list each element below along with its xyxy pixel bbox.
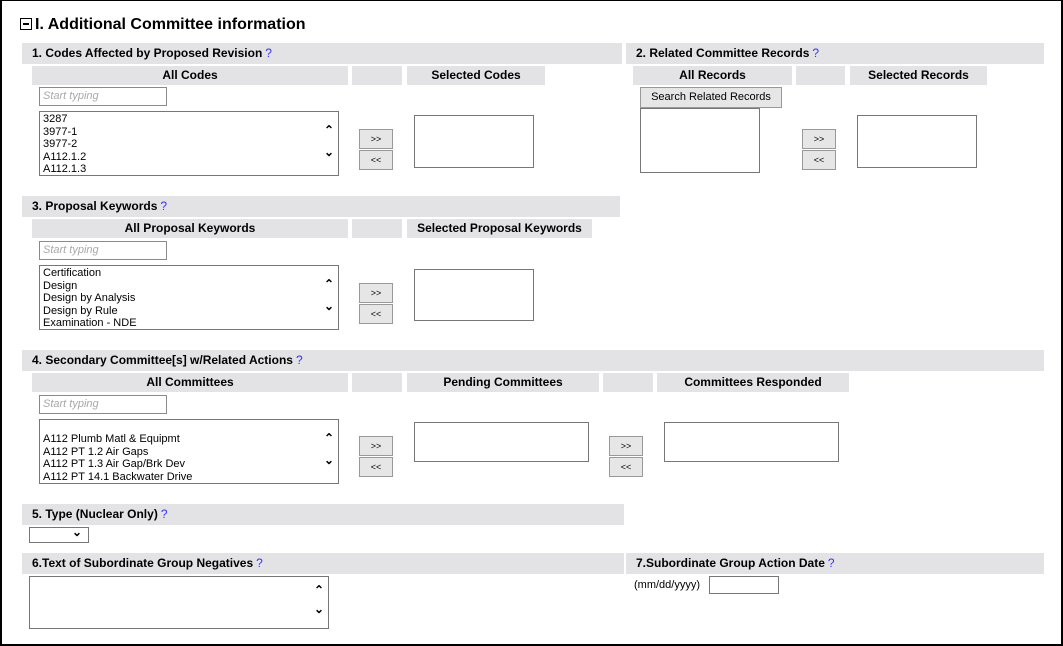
help-link[interactable]: ? — [160, 199, 168, 213]
chevron-down-icon: ⌄ — [71, 525, 82, 539]
help-link[interactable]: ? — [812, 46, 820, 60]
committees-section-header — [22, 350, 1044, 371]
all-committees-list[interactable] — [39, 419, 339, 484]
scroll-up-icon[interactable]: ⌃ — [323, 123, 334, 137]
remove-record-button[interactable]: << — [802, 150, 836, 170]
list-item[interactable]: A112.1.2 — [43, 150, 87, 163]
collapse-icon[interactable] — [20, 18, 32, 30]
all-records-header: All Records — [633, 66, 792, 85]
keywords-search-input[interactable]: Start typing — [39, 241, 167, 260]
list-item[interactable]: Design by Rule — [43, 304, 118, 317]
list-item[interactable]: A112.1.3 — [43, 163, 87, 175]
pending-committees-list[interactable] — [414, 422, 589, 462]
add-code-button[interactable]: >> — [359, 129, 393, 149]
add-responded-button[interactable]: >> — [609, 436, 643, 456]
committees-search-input[interactable]: Start typing — [39, 395, 167, 414]
list-item[interactable]: A112 Plumb Matl & Equipmt — [43, 433, 180, 445]
selected-keywords-list[interactable] — [414, 269, 534, 321]
add-keyword-button[interactable]: >> — [359, 283, 393, 303]
help-link[interactable]: ? — [827, 556, 835, 570]
section-title: 4. Secondary Committee[s] w/Related Actions — [32, 353, 293, 367]
spacer-header — [796, 66, 845, 85]
scroll-down-icon[interactable]: ⌄ — [323, 453, 334, 467]
scroll-up-icon[interactable]: ⌃ — [313, 583, 324, 597]
date-format-label: (mm/dd/yyyy) — [634, 579, 700, 591]
add-committee-button[interactable]: >> — [359, 436, 393, 456]
scroll-up-icon[interactable]: ⌃ — [323, 431, 334, 445]
all-keywords-list[interactable] — [39, 265, 339, 330]
selected-records-list[interactable] — [857, 115, 977, 168]
all-keywords-header: All Proposal Keywords — [32, 219, 348, 238]
list-item[interactable]: Design by Analysis — [43, 292, 136, 304]
list-item[interactable]: Examination - NDE — [43, 317, 137, 329]
list-item[interactable]: 3287 — [43, 113, 68, 125]
scroll-down-icon[interactable]: ⌄ — [323, 299, 334, 313]
type-section-header — [22, 504, 624, 525]
all-committees-header: All Committees — [32, 373, 348, 392]
add-record-button[interactable]: >> — [802, 129, 836, 149]
remove-responded-button[interactable]: << — [609, 457, 643, 477]
all-codes-header: All Codes — [32, 66, 348, 85]
list-item[interactable]: 3977-2 — [43, 138, 78, 150]
records-section-header — [626, 43, 1044, 64]
committees-responded-header: Committees Responded — [657, 373, 849, 392]
negatives-section-header — [22, 553, 624, 574]
list-item[interactable]: 3977-1 — [43, 125, 78, 138]
codes-search-input[interactable]: Start typing — [39, 87, 167, 106]
selected-codes-list[interactable] — [414, 115, 534, 168]
scroll-down-icon[interactable]: ⌄ — [313, 602, 324, 616]
help-link[interactable]: ? — [295, 353, 303, 367]
remove-committee-button[interactable]: << — [359, 457, 393, 477]
committees-responded-list[interactable] — [664, 422, 839, 462]
help-link[interactable]: ? — [265, 46, 272, 60]
section-title: 1. Codes Affected by Proposed Revision — [32, 46, 263, 60]
help-link[interactable]: ? — [160, 507, 168, 521]
spacer-header — [352, 219, 402, 238]
action-date-section-header — [626, 553, 1044, 574]
all-codes-list[interactable] — [39, 111, 339, 176]
keywords-section-header — [22, 196, 620, 217]
list-item[interactable]: A112 PT 1.2 Air Gaps — [43, 445, 149, 458]
remove-code-button[interactable]: << — [359, 150, 393, 170]
section-title: 7.Subordinate Group Action Date — [636, 556, 825, 570]
spacer-header — [352, 373, 402, 392]
type-select[interactable] — [29, 527, 89, 543]
selected-codes-header: Selected Codes — [407, 66, 545, 85]
list-item[interactable]: Design — [43, 279, 78, 292]
search-related-records-button[interactable]: Search Related Records — [640, 87, 782, 108]
pending-committees-header: Pending Committees — [407, 373, 599, 392]
scroll-down-icon[interactable]: ⌄ — [323, 145, 334, 159]
selected-keywords-header: Selected Proposal Keywords — [407, 219, 592, 238]
section-title: 6.Text of Subordinate Group Negatives — [32, 556, 254, 570]
list-item[interactable]: A112 PT 1.3 Air Gap/Brk Dev — [43, 458, 186, 470]
scroll-up-icon[interactable]: ⌃ — [323, 277, 334, 291]
selected-records-header: Selected Records — [850, 66, 987, 85]
page-title: I. Additional Committee information — [35, 16, 306, 33]
help-link[interactable]: ? — [256, 556, 263, 570]
spacer-header — [603, 373, 653, 392]
section-title: 2. Related Committee Records — [636, 46, 810, 60]
list-item[interactable]: A112 PT 14.1 Backwater Drive — [43, 470, 193, 483]
action-date-input[interactable] — [709, 576, 779, 594]
section-title: 3. Proposal Keywords — [32, 199, 158, 213]
section-title: 5. Type (Nuclear Only) — [32, 507, 158, 521]
all-records-list[interactable] — [640, 108, 760, 173]
codes-section-header — [22, 43, 622, 64]
negatives-textarea[interactable] — [29, 576, 329, 629]
list-item[interactable]: Certification — [43, 267, 102, 279]
section-header — [20, 16, 306, 34]
spacer-header — [352, 66, 402, 85]
remove-keyword-button[interactable]: << — [359, 304, 393, 324]
